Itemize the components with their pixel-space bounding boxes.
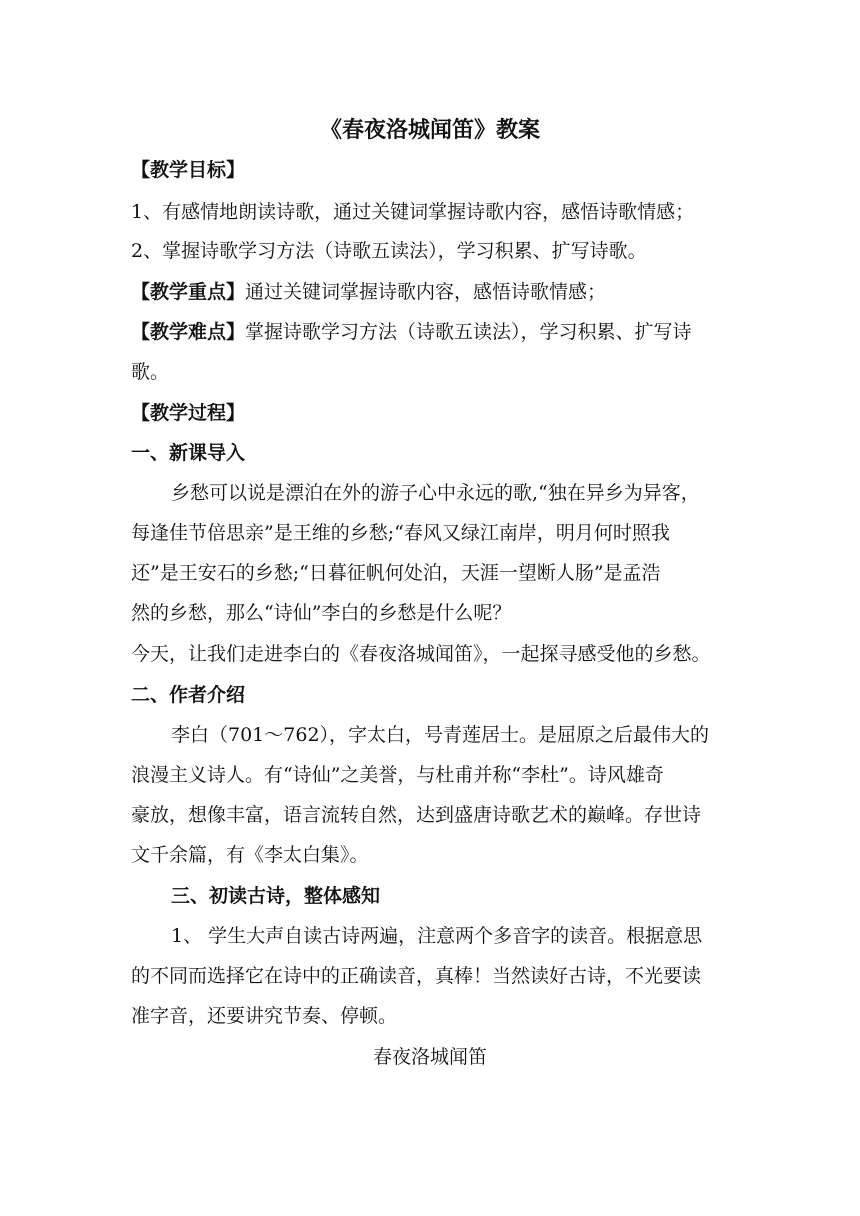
intro-para-line: 还”是王安石的乡愁;“日暮征帆何处泊，天涯一望断人肠”是孟浩	[131, 562, 661, 584]
difficulty	[131, 317, 735, 347]
objective-2: 2、掌握诗歌学习方法（诗歌五读法），学习积累、扩写诗歌。	[131, 240, 647, 262]
objectives-heading: 【教学目标】	[131, 159, 246, 181]
author-para-line: 浪漫主义诗人。有“诗仙”之美誉，与杜甫并称“李杜”。诗风雄奇	[131, 764, 664, 786]
section-1-heading: 一、新课导入	[131, 442, 246, 464]
difficulty-text: 掌握诗歌学习方法（诗歌五读法），学习积累、扩写诗	[245, 321, 692, 343]
author-para-line: 文千余篇，有《李太白集》。	[131, 844, 369, 866]
difficulty-label: 【教学难点】	[131, 321, 246, 343]
section-2-heading: 二、作者介绍	[131, 684, 246, 706]
key-point-label: 【教学重点】	[131, 281, 246, 303]
process-heading: 【教学过程】	[131, 402, 246, 424]
intro-para-line: 然的乡愁，那么“诗仙”李白的乡愁是什么呢？	[131, 602, 512, 624]
key-point	[131, 277, 735, 307]
objective-1: 1、有感情地朗读诗歌，通过关键词掌握诗歌内容，感悟诗歌情感；	[131, 201, 695, 223]
section-3-heading: 三、初读古诗，整体感知	[171, 885, 381, 907]
difficulty-text-continued: 歌。	[131, 361, 170, 383]
reading-para-line: 1、 学生大声自读古诗两遍，注意两个多音字的读音。根据意思	[171, 925, 703, 947]
reading-para-line: 的不同而选择它在诗中的正确读音，真棒！当然读好古诗，不光要读	[131, 965, 702, 987]
intro-para-2: 今天，让我们走进李白的《春夜洛城闻笛》，一起探寻感受他的乡愁。	[131, 643, 711, 665]
author-para-line: 豪放，想像丰富，语言流转自然，达到盛唐诗歌艺术的巅峰。存世诗	[131, 804, 702, 826]
intro-para-line: 每逢佳节倍思亲”是王维的乡愁;“春风又绿江南岸，明月何时照我	[131, 522, 670, 544]
poem-title: 春夜洛城闻笛	[372, 1046, 487, 1068]
document-title: 《春夜洛城闻笛》教案	[319, 117, 540, 143]
reading-para-line: 准字音，还要讲究节奏、停顿。	[131, 1005, 398, 1027]
key-point-text: 通过关键词掌握诗歌内容，感悟诗歌情感；	[245, 281, 607, 303]
intro-para-line: 乡愁可以说是漂泊在外的游子心中永远的歌,“独在异乡为异客，	[171, 482, 700, 504]
author-para-line: 李白（701～762），字太白，号青莲居士。是屈原之后最伟大的	[171, 724, 710, 746]
